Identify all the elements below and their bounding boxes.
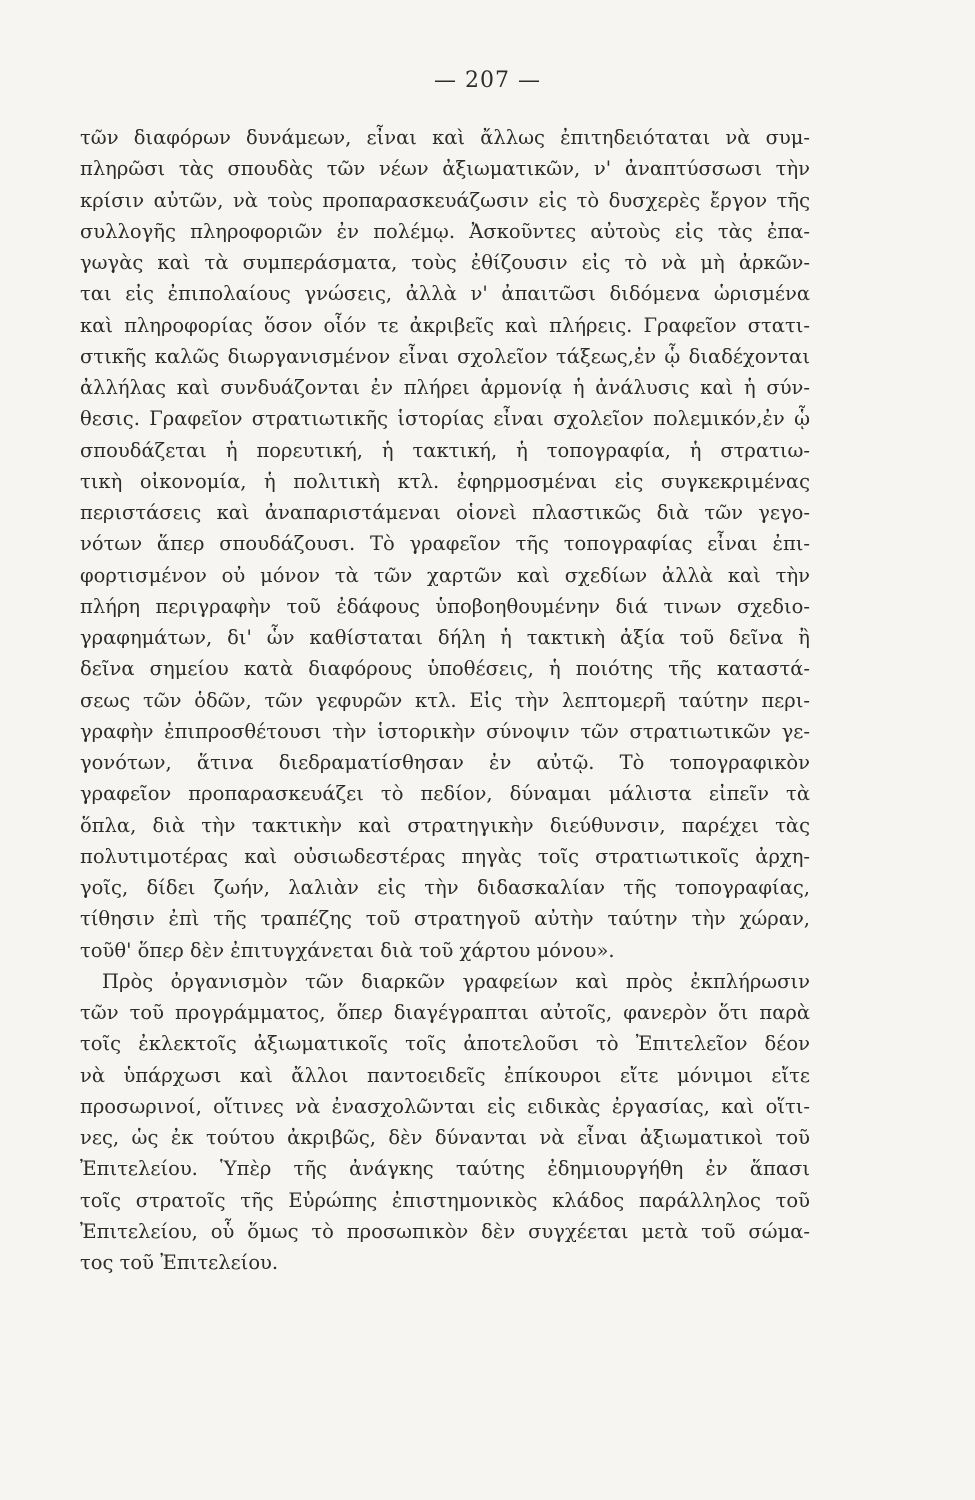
text-line: γωγὰς καὶ τὰ συμπεράσματα, τοὺς ἐθίζουσιν εἰς τὸ νὰ μὴ ἀρκῶν- xyxy=(80,251,810,274)
text-line: ἀλλήλας καὶ συνδυάζονται ἐν πλήρει ἁρμονίᾳ ἡ ἀνάλυσις καὶ ἡ σύν- xyxy=(80,376,810,399)
text-line: ὅπλα, διὰ τὴν τακτικὴν καὶ στρατηγικὴν διεύθυνσιν, παρέχει τὰς xyxy=(80,813,810,837)
text-line: περιστάσεις καὶ ἀναπαριστάμεναι οἱονεὶ πλαστικῶς διὰ τῶν γεγο- xyxy=(80,501,810,524)
text-line: τος τοῦ Ἐπιτελείου. xyxy=(80,1251,279,1274)
text-line: τῶν διαφόρων δυνάμεων, εἶναι καὶ ἄλλως ἐπιτηδειόταται νὰ συμ- xyxy=(80,126,810,149)
text-line: τίθησιν ἐπὶ τῆς τραπέζης τοῦ στρατηγοῦ αὐτὴν ταύτην τὴν χώραν, xyxy=(80,907,810,931)
page-number: — 207 — xyxy=(434,68,541,93)
text-line: σπουδάζεται ἡ πορευτική, ἡ τακτική, ἡ τοπογραφία, ἡ στρατιω- xyxy=(80,438,810,462)
text-line: δεῖνα σημείου κατὰ διαφόρους ὑποθέσεις, ἡ ποιότης τῆς καταστά- xyxy=(80,657,810,681)
text-line: γραφημάτων, δι' ὧν καθίσταται δήλη ἡ τακτικὴ ἀξία τοῦ δεῖνα ἢ xyxy=(80,626,810,649)
text-line: συλλογῆς πληροφοριῶν ἐν πολέμῳ. Ἀσκοῦντες αὐτοὺς εἰς τὰς ἐπα- xyxy=(80,219,810,243)
text-line: σεως τῶν ὁδῶν, τῶν γεφυρῶν κτλ. Εἰς τὴν λεπτομερῆ ταύτην περι- xyxy=(80,688,810,712)
text-line: θεσις. Γραφεῖον στρατιωτικῆς ἱστορίας εἶναι σχολεῖον πολεμικόν,ἐν ᾧ xyxy=(80,407,810,431)
body-text xyxy=(80,122,810,1278)
text-line: φορτισμένον οὐ μόνον τὰ τῶν χαρτῶν καὶ σχεδίων ἀλλὰ καὶ τὴν xyxy=(80,563,810,587)
text-line: Ἐπιτελείου, οὗ ὅμως τὸ προσωπικὸν δὲν συγχέεται μετὰ τοῦ σώμα- xyxy=(80,1219,810,1243)
text-line: Ἐπιτελείου. Ὑπὲρ τῆς ἀνάγκης ταύτης ἐδημιουργήθη ἐν ἅπασι xyxy=(80,1157,810,1181)
text-line: πληρῶσι τὰς σπουδὰς τῶν νέων ἀξιωματικῶν, ν' ἀναπτύσσωσι τὴν xyxy=(80,157,810,181)
text-line: γονότων, ἅτινα διεδραματίσθησαν ἐν αὐτῷ. Τὸ τοπογραφικὸν xyxy=(80,751,810,774)
text-line: στικῆς καλῶς διωργανισμένον εἶναι σχολεῖον τάξεως,ἐν ᾧ διαδέχονται xyxy=(80,344,810,368)
text-line: προσωρινοί, οἵτινες νὰ ἐνασχολῶνται εἰς ειδικὰς ἐργασίας, καὶ οἵτι- xyxy=(80,1094,810,1118)
text-line: τοῖς στρατοῖς τῆς Εὐρώπης ἐπιστημονικὸς κλάδος παράλληλος τοῦ xyxy=(80,1188,810,1212)
text-line: Πρὸς ὀργανισμὸν τῶν διαρκῶν γραφείων καὶ πρὸς ἐκπλήρωσιν xyxy=(102,969,810,993)
text-line: τικὴ οἰκονομία, ἡ πολιτικὴ κτλ. ἐφηρμοσμέναι εἰς συγκεκριμένας xyxy=(80,469,810,493)
text-line: τοῦθ' ὅπερ δὲν ἐπιτυγχάνεται διὰ τοῦ χάρτου μόνου». xyxy=(80,938,615,962)
text-line: πολυτιμοτέρας καὶ οὐσιωδεστέρας πηγὰς τοῖς στρατιωτικοῖς ἀρχη- xyxy=(80,844,810,868)
text-line: καὶ πληροφορίας ὅσον οἷόν τε ἀκριβεῖς καὶ πλήρεις. Γραφεῖον στατι- xyxy=(80,313,810,337)
text-line: ται εἰς ἐπιπολαίους γνώσεις, ἀλλὰ ν' ἀπαιτῶσι διδόμενα ὡρισμένα xyxy=(80,282,810,306)
text-line: νὰ ὑπάρχωσι καὶ ἄλλοι παντοειδεῖς ἐπίκουροι εἴτε μόνιμοι εἴτε xyxy=(80,1063,810,1087)
text-line: τοῖς ἐκλεκτοῖς ἀξιωματικοῖς τοῖς ἀποτελοῦσι τὸ Ἐπιτελεῖον δέον xyxy=(80,1032,810,1056)
text-line: νες, ὡς ἐκ τούτου ἀκριβῶς, δὲν δύνανται νὰ εἶναι ἀξιωματικοὶ τοῦ xyxy=(80,1126,810,1149)
text-line: γοῖς, δίδει ζωήν, λαλιὰν εἰς τὴν διδασκαλίαν τῆς τοπογραφίας, xyxy=(80,876,810,899)
text-line: τῶν τοῦ προγράμματος, ὅπερ διαγέγραπται αὐτοῖς, φανερὸν ὅτι παρὰ xyxy=(80,1001,810,1024)
text-line: γραφὴν ἐπιπροσθέτουσι τὴν ἱστορικὴν σύνοψιν τῶν στρατιωτικῶν γε- xyxy=(80,719,810,743)
text-line: κρίσιν αὐτῶν, νὰ τοὺς προπαρασκευάζωσιν εἰς τὸ δυσχερὲς ἔργον τῆς xyxy=(80,188,810,212)
text-line: γραφεῖον προπαρασκευάζει τὸ πεδίον, δύναμαι μάλιστα εἰπεῖν τὰ xyxy=(80,782,810,806)
text-line: πλήρη περιγραφὴν τοῦ ἐδάφους ὑποβοηθουμένην διά τινων σχεδιο- xyxy=(80,594,810,618)
text-line: νότων ἅπερ σπουδάζουσι. Τὸ γραφεῖον τῆς τοπογραφίας εἶναι ἐπι- xyxy=(80,532,810,556)
